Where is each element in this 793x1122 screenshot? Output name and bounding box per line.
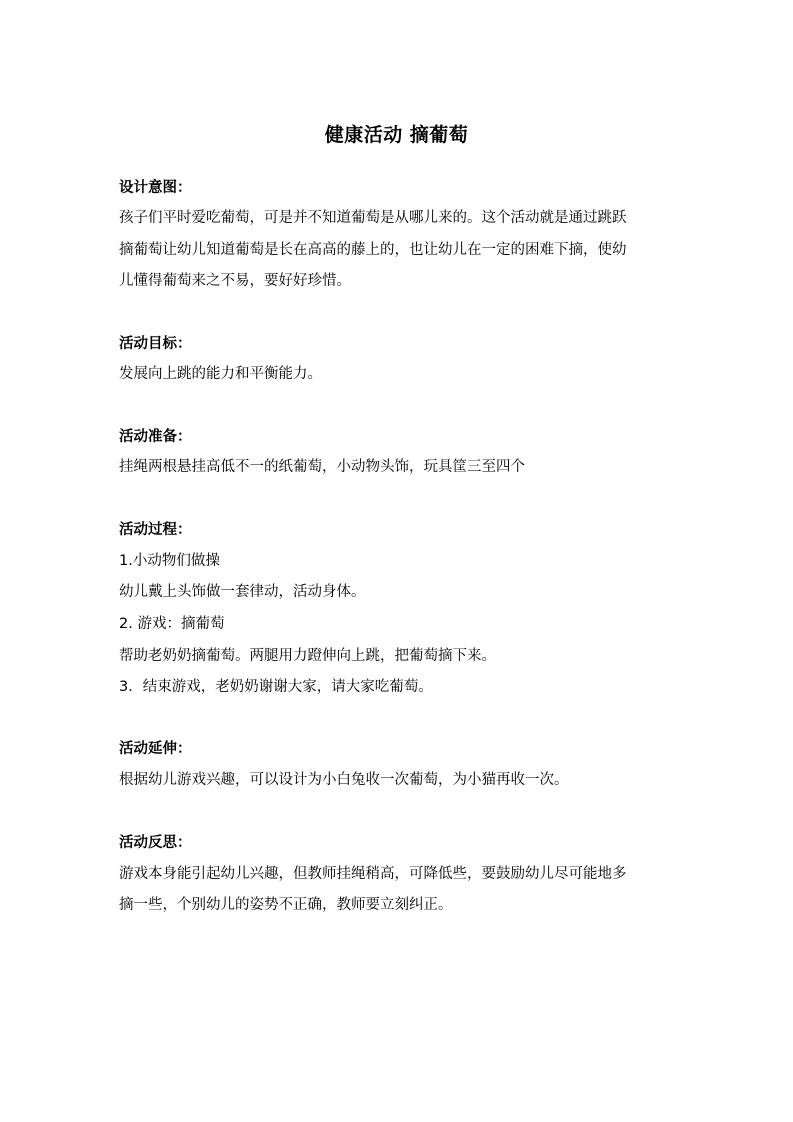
reflection-line: 摘一些，个别幼儿的姿势不正确，教师要立刻纠正。 [119, 897, 453, 913]
extension-heading: 活动延伸： [119, 741, 192, 757]
design-intent-line: 摘葡萄让幼儿知道葡萄是长在高高的藤上的，也让幼儿在一定的困难下摘，使幼 [119, 242, 627, 258]
preparation-line: 挂绳两根悬挂高低不一的纸葡萄，小动物头饰，玩具筐三至四个 [119, 459, 525, 475]
reflection-heading: 活动反思： [119, 835, 192, 851]
extension-line: 根据幼儿游戏兴趣，可以设计为小白兔收一次葡萄，为小猫再收一次。 [119, 772, 569, 788]
document-title: 健康活动 摘葡萄 [324, 124, 469, 146]
goal-heading: 活动目标： [119, 336, 192, 352]
process-line: 2. 游戏：摘葡萄 [119, 616, 225, 632]
goal-line: 发展向上跳的能力和平衡能力。 [119, 366, 322, 382]
design-intent-heading: 设计意图： [119, 180, 192, 196]
design-intent-line: 儿懂得葡萄来之不易，要好好珍惜。 [119, 273, 351, 289]
process-line: 幼儿戴上头饰做一套律动，活动身体。 [119, 584, 366, 600]
process-line: 帮助老奶奶摘葡萄。两腿用力蹬伸向上跳，把葡萄摘下来。 [119, 648, 496, 664]
process-line: 3．结束游戏，老奶奶谢谢大家，请大家吃葡萄。 [119, 679, 433, 695]
process-line: 1.小动物们做操 [119, 553, 220, 569]
preparation-heading: 活动准备： [119, 429, 192, 445]
process-heading: 活动过程： [119, 522, 192, 538]
reflection-line: 游戏本身能引起幼儿兴趣，但教师挂绳稍高，可降低些，要鼓励幼儿尽可能地多 [119, 866, 627, 882]
design-intent-line: 孩子们平时爱吃葡萄，可是并不知道葡萄是从哪儿来的。这个活动就是通过跳跃 [119, 210, 627, 226]
